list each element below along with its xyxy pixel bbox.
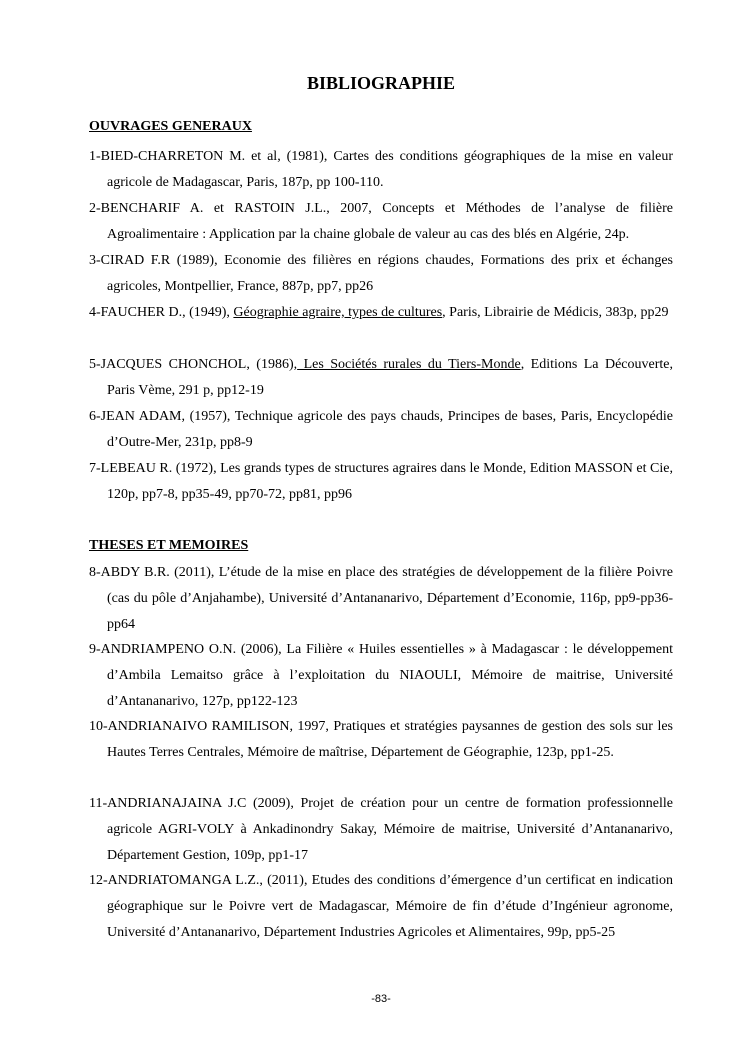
entry-text: 7-LEBEAU R. (1972), Les grands types de structures agraires dans le Monde, Edition MASSON et Cie, 120p, pp7-8, pp35-49, pp70-72, pp81, pp96	[89, 461, 673, 502]
entry-text: 5-JACQUES CHONCHOL, (1986),	[89, 357, 298, 372]
entry-text-rest: , Paris, Librairie de Médicis, 383p, pp29	[442, 305, 669, 320]
entry-title-underlined: Les Sociétés rurales du Tiers-Monde	[297, 357, 521, 372]
bibliography-entry	[89, 791, 673, 869]
entry-text: 12-ANDRIATOMANGA L.Z., (2011), Etudes des conditions d’émergence d’un certificat en indication géographique sur le Poivre vert de Madagascar, Mémoire de fin d’étude d’Ingénieur agronome, Université d’Antananarivo, Département Industries Agricoles et Alimentaires, 99p, pp5-25	[89, 873, 673, 940]
document-page	[89, 0, 673, 1053]
page-title: BIBLIOGRAPHIE	[306, 73, 456, 93]
entry-text: 9-ANDRIAMPENO O.N. (2006), La Filière « Huiles essentielles » à Madagascar : le développement d’Ambila Lemaitso grâce à l’exploitation du NIAOULI, Mémoire de maitrise, Université d’Antananarivo, 127p, pp122-123	[89, 642, 673, 709]
bibliography-entry	[89, 404, 673, 456]
section-heading-theses: THESES ET MEMOIRES	[89, 538, 249, 553]
bibliography-entry	[89, 714, 673, 766]
bibliography-entry	[89, 144, 673, 196]
entry-text: 8-ABDY B.R. (2011), L’étude de la mise en place des stratégies de développement de la filière Poivre (cas du pôle d’Anjahambe), Université d’Antananarivo, Département d’Economie, 116p, pp9-pp36-pp64	[89, 565, 673, 632]
entry-text: 11-ANDRIANAJAINA J.C (2009), Projet de création pour un centre de formation professionnelle agricole AGRI-VOLY à Ankadinondry Sakay, Mémoire de maitrise, Université d’Antananarivo, Département Gestion, 109p, pp1-17	[89, 796, 673, 863]
entry-title-underlined: Géographie agraire, types de cultures	[233, 305, 443, 320]
entry-text: 2-BENCHARIF A. et RASTOIN J.L., 2007, Concepts et Méthodes de l’analyse de filière Agroalimentaire : Application par la chaine globale de valeur au cas des blés en Algérie, 24p.	[89, 201, 673, 242]
bibliography-entry	[89, 868, 673, 946]
page-number: -83-	[371, 993, 391, 1005]
entry-text: 1-BIED-CHARRETON M. et al, (1981), Cartes des conditions géographiques de la mise en valeur agricole de Madagascar, Paris, 187p, pp 100-110.	[89, 149, 673, 190]
bibliography-entry	[89, 300, 673, 326]
entry-text: 10-ANDRIANAIVO RAMILISON, 1997, Pratiques et stratégies paysannes de gestion des sols sur les Hautes Terres Centrales, Mémoire de maîtrise, Département de Géographie, 123p, pp1-25.	[89, 719, 673, 760]
bibliography-entry	[89, 637, 673, 715]
entry-text: 6-JEAN ADAM, (1957), Technique agricole des pays chauds, Principes de bases, Paris, Encyclopédie d’Outre-Mer, 231p, pp8-9	[89, 409, 673, 450]
bibliography-entry	[89, 248, 673, 300]
bibliography-entry	[89, 560, 673, 638]
entry-text-rest: , Editions La Découverte, Paris Vème, 291 p, pp12-19	[107, 357, 673, 398]
bibliography-entry	[89, 196, 673, 248]
bibliography-entry	[89, 456, 673, 508]
entry-text: 3-CIRAD F.R (1989), Economie des filières en régions chaudes, Formations des prix et échanges agricoles, Montpellier, France, 887p, pp7, pp26	[89, 253, 673, 294]
section-heading-ouvrages: OUVRAGES GENERAUX	[89, 119, 252, 134]
entry-text: 4-FAUCHER D., (1949),	[89, 305, 234, 320]
bibliography-entry	[89, 352, 673, 404]
